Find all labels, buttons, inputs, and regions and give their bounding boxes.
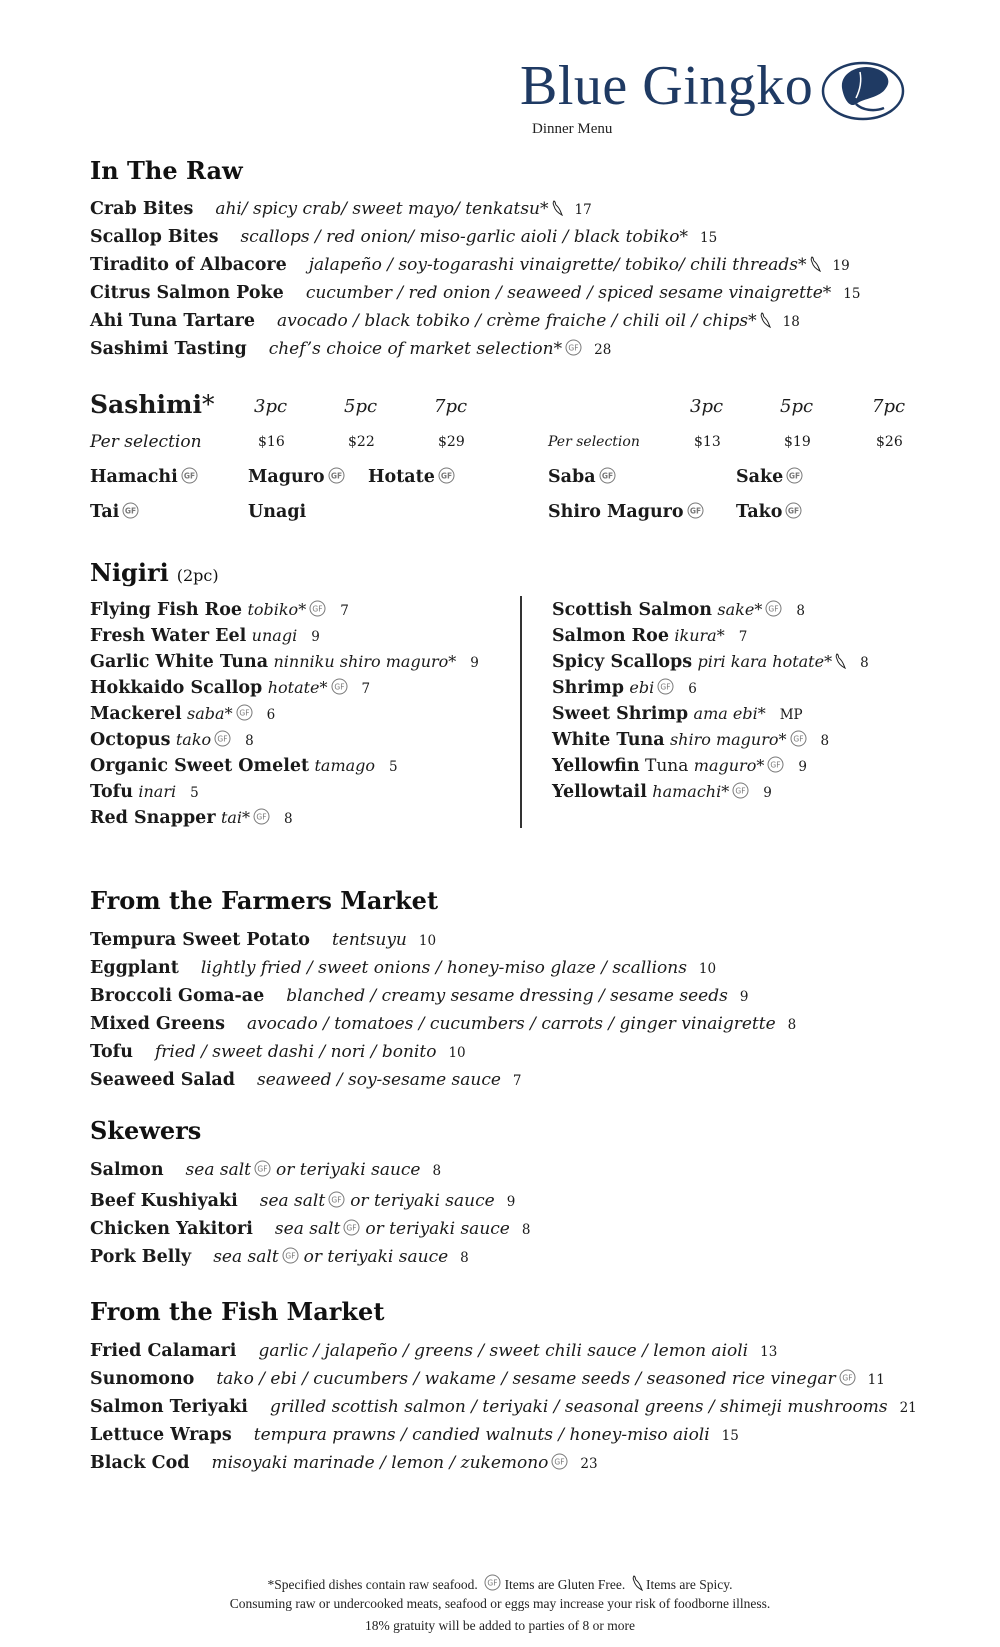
price: $26	[876, 434, 903, 450]
size-label: 7pc	[434, 396, 468, 417]
price: $16	[258, 434, 285, 450]
nigiri-item: Sweet Shrimp ama ebi* MP	[552, 704, 803, 724]
sashimi-item: Saba GF	[548, 467, 616, 487]
svg-text:GF: GF	[487, 1578, 498, 1588]
nigiri-item: Organic Sweet Omelet tamago 5	[90, 756, 398, 776]
sashimi-item: Tai GF	[90, 502, 139, 522]
svg-text:GF: GF	[330, 471, 342, 481]
per-selection-label: Per selection	[90, 432, 202, 452]
menu-item: Fried Calamari garlic / jalapeño / greens / sweet chili sauce / lemon aioli 13	[90, 1341, 778, 1361]
menu-item	[90, 283, 860, 304]
nigiri-item: Garlic White Tuna ninniku shiro maguro* 9	[90, 652, 479, 672]
gluten-free-icon	[687, 502, 704, 519]
size-label: 3pc	[690, 396, 724, 417]
gluten-free-icon	[253, 808, 270, 825]
section-title-raw: In The Raw	[90, 156, 243, 185]
svg-text:GF: GF	[768, 604, 779, 614]
menu-item: Black Cod misoyaki marinade / lemon / zukemono GF 23	[90, 1453, 598, 1473]
gluten-free-icon	[767, 756, 784, 773]
sashimi-item: Maguro GF	[248, 467, 345, 487]
chili-pepper-icon	[551, 200, 563, 216]
svg-text:GF: GF	[789, 471, 801, 481]
footer-warning: Consuming raw or undercooked meats, seafood or eggs may increase your risk of foodborne illness.	[229, 1596, 771, 1611]
gluten-free-icon	[786, 467, 803, 484]
size-label: 7pc	[872, 396, 906, 417]
menu-item: Tempura Sweet Potato tentsuyu 10	[90, 930, 437, 950]
svg-text:GF: GF	[346, 1223, 357, 1233]
nigiri-item: White Tuna shiro maguro* GF 8	[552, 730, 830, 750]
svg-text:GF: GF	[256, 812, 267, 822]
gluten-free-icon	[657, 678, 674, 695]
item-name: Ahi Tuna Tartare	[90, 311, 256, 331]
item-name: Scallop Bites	[90, 227, 219, 247]
sashimi-item: Sake GF	[736, 467, 803, 487]
nigiri-item: Red Snapper tai* GF 8	[90, 808, 293, 828]
gluten-free-icon	[839, 1369, 856, 1386]
nigiri-item: Tofu inari 5	[90, 782, 199, 802]
sashimi-item: Shiro Maguro GF	[548, 502, 704, 522]
nigiri-item: Fresh Water Eel unagi 9	[90, 626, 320, 646]
menu-item	[90, 199, 592, 220]
gluten-free-icon	[599, 467, 616, 484]
chili-pepper-icon	[759, 312, 771, 328]
gluten-free-icon	[343, 1219, 360, 1236]
svg-text:GF: GF	[183, 471, 195, 481]
menu-item	[90, 227, 717, 248]
footer-gratuity: 18% gratuity will be added to parties of 8 or more	[365, 1618, 635, 1633]
gluten-free-icon	[328, 467, 345, 484]
item-name: Crab Bites	[90, 199, 194, 219]
svg-text:GF: GF	[239, 708, 250, 718]
svg-text:GF: GF	[440, 471, 452, 481]
svg-text:GF: GF	[660, 682, 671, 692]
nigiri-item: Yellowfin Tuna maguro* GF 9	[552, 756, 807, 776]
gluten-free-icon	[785, 502, 802, 519]
nigiri-item: Shrimp ebi GF 6	[552, 678, 697, 698]
svg-text:GF: GF	[125, 506, 137, 516]
item-price: 28	[594, 342, 612, 358]
gluten-free-icon	[181, 467, 198, 484]
item-name: Citrus Salmon Poke	[90, 283, 284, 303]
gluten-free-icon	[565, 339, 582, 356]
menu-item: Broccoli Goma-ae blanched / creamy sesame dressing / sesame seeds 9	[90, 986, 749, 1006]
menu-item: Salmon sea salt GF or teriyaki sauce 8	[90, 1160, 442, 1180]
nigiri-item: Mackerel saba* GF 6	[90, 704, 276, 724]
item-description: avocado / black tobiko / crème fraiche / chili oil / chips*	[277, 311, 757, 331]
size-label: 5pc	[780, 396, 814, 417]
svg-text:GF: GF	[568, 343, 579, 353]
price: $22	[348, 434, 375, 450]
gluten-free-icon	[214, 730, 231, 747]
menu-item: Lettuce Wraps tempura prawns / candied walnuts / honey-miso aioli 15	[90, 1425, 739, 1445]
column-divider	[520, 596, 522, 828]
svg-text:GF: GF	[312, 604, 323, 614]
price: $29	[438, 434, 465, 450]
gluten-free-icon	[484, 1574, 501, 1591]
gluten-free-icon	[328, 1191, 345, 1208]
nigiri-item: Scottish Salmon sake* GF 8	[552, 600, 805, 620]
svg-text:GF: GF	[792, 734, 804, 744]
chili-pepper-icon	[631, 1575, 643, 1591]
item-description: cucumber / red onion / seaweed / spiced sesame vinaigrette*	[305, 283, 832, 303]
section-title-nigiri: Nigiri (2pc)	[90, 558, 219, 587]
nigiri-item: Hokkaido Scallop hotate* GF 7	[90, 678, 371, 698]
menu-item: Pork Belly sea salt GF or teriyaki sauce 8	[90, 1247, 469, 1267]
item-price: 17	[574, 202, 592, 218]
menu-item: Eggplant lightly fried / sweet onions / honey-miso glaze / scallions 10	[90, 958, 717, 978]
sashimi-item: Hamachi GF	[90, 467, 198, 487]
menu-item: Sunomono tako / ebi / cucumbers / wakame / sesame seeds / seasoned rice vinegar GF 11	[90, 1369, 885, 1389]
gluten-free-icon	[122, 502, 139, 519]
gluten-free-icon	[309, 600, 326, 617]
svg-text:GF: GF	[842, 1373, 853, 1383]
menu-item	[90, 339, 611, 360]
gluten-free-icon	[765, 600, 782, 617]
svg-text:GF: GF	[217, 734, 228, 744]
sashimi-item: Unagi	[248, 502, 307, 522]
item-price: 19	[832, 258, 850, 274]
item-price: 15	[700, 230, 718, 246]
section-title-fish-market: From the Fish Market	[90, 1297, 385, 1326]
menu-subtitle: Dinner Menu	[532, 121, 613, 137]
menu-item: Salmon Teriyaki grilled scottish salmon / teriyaki / seasonal greens / shimeji mushrooms 21	[90, 1397, 917, 1417]
nigiri-item: Spicy Scallops piri kara hotate* 8	[552, 652, 869, 672]
chili-pepper-icon	[834, 653, 846, 669]
item-price: 15	[843, 286, 861, 302]
svg-text:GF: GF	[601, 471, 613, 481]
svg-text:GF: GF	[689, 506, 701, 516]
gluten-free-icon	[236, 704, 253, 721]
svg-text:GF: GF	[554, 1457, 565, 1467]
item-name: Tiradito of Albacore	[90, 255, 287, 275]
item-price: 18	[782, 314, 800, 330]
section-title-sashimi: Sashimi*	[90, 390, 215, 419]
svg-text:GF: GF	[788, 506, 800, 516]
sashimi-item: Hotate GF	[368, 467, 455, 487]
gluten-free-icon	[551, 1453, 568, 1470]
menu-item: Tofu fried / sweet dashi / nori / bonito 10	[90, 1042, 466, 1062]
footer-legend: *Specified dishes contain raw seafood. GF Items are Gluten Free. Items are Spicy.	[0, 1574, 1000, 1593]
svg-text:GF: GF	[735, 786, 746, 796]
menu-item	[90, 255, 850, 276]
item-description: ahi/ spicy crab/ sweet mayo/ tenkatsu*	[215, 199, 549, 219]
chili-pepper-icon	[809, 256, 821, 272]
svg-text:GF: GF	[770, 760, 781, 770]
section-title-skewers: Skewers	[90, 1116, 202, 1145]
section-title-farmers-market: From the Farmers Market	[90, 886, 439, 915]
sashimi-item: Tako GF	[736, 502, 802, 522]
gluten-free-icon	[254, 1160, 271, 1177]
item-description: chef’s choice of market selection*	[268, 339, 563, 359]
restaurant-name: Blue Gingko	[520, 55, 814, 117]
nigiri-item: Octopus tako GF 8	[90, 730, 254, 750]
item-description: scallops / red onion/ miso-garlic aioli / black tobiko*	[240, 227, 689, 247]
gluten-free-icon	[282, 1247, 299, 1264]
nigiri-item: Flying Fish Roe tobiko* GF 7	[90, 600, 349, 620]
nigiri-item: Salmon Roe ikura* 7	[552, 626, 748, 646]
svg-text:GF: GF	[331, 1195, 342, 1205]
gluten-free-icon	[790, 730, 807, 747]
nigiri-item: Yellowtail hamachi* GF 9	[552, 782, 772, 802]
svg-text:GF: GF	[333, 682, 345, 692]
price: $19	[784, 434, 811, 450]
size-label: 3pc	[254, 396, 288, 417]
menu-item: Mixed Greens avocado / tomatoes / cucumbers / carrots / ginger vinaigrette 8	[90, 1014, 797, 1034]
menu-item	[90, 311, 800, 332]
size-label: 5pc	[344, 396, 378, 417]
gluten-free-icon	[331, 678, 348, 695]
svg-text:GF: GF	[285, 1251, 296, 1261]
gluten-free-icon	[732, 782, 749, 799]
item-description: jalapeño / soy-togarashi vinaigrette/ tobiko/ chili threads*	[308, 255, 807, 275]
menu-item: Chicken Yakitori sea salt GF or teriyaki sauce 8	[90, 1219, 531, 1239]
gingko-leaf-logo	[820, 58, 906, 124]
menu-item: Beef Kushiyaki sea salt GF or teriyaki sauce 9	[90, 1191, 516, 1211]
svg-text:GF: GF	[257, 1164, 268, 1174]
item-name: Sashimi Tasting	[90, 339, 247, 359]
per-selection-label: Per selection	[548, 434, 640, 450]
price: $13	[694, 434, 721, 450]
gluten-free-icon	[438, 467, 455, 484]
menu-item: Seaweed Salad seaweed / soy-sesame sauce 7	[90, 1070, 522, 1090]
